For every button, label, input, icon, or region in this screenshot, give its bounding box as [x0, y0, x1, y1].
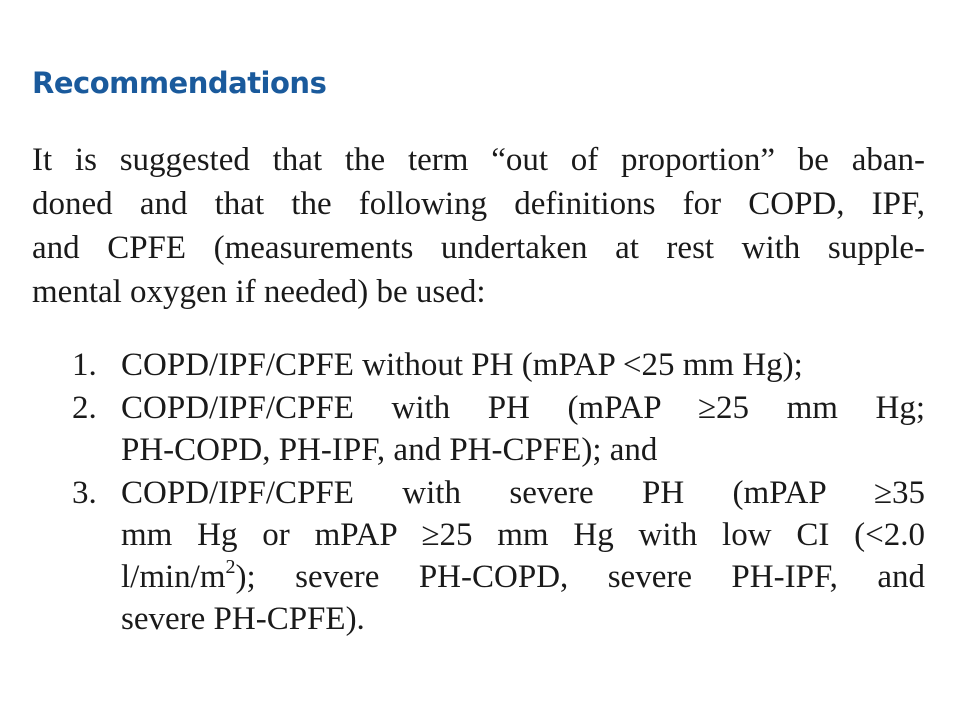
- item-number: 3.: [72, 475, 97, 511]
- item-number: 2.: [72, 390, 97, 426]
- item-line: COPD/IPF/CPFE with PH (mPAP ≥25 mm Hg;: [121, 390, 925, 426]
- recommendation-list: [72, 344, 925, 641]
- list-item: [72, 344, 925, 386]
- paragraph-line: mental oxygen if needed) be used:: [32, 274, 486, 310]
- item-text: ); severe PH-COPD, severe PH-IPF, and: [235, 559, 925, 595]
- item-line: COPD/IPF/CPFE without PH (mPAP <25 mm Hg);: [121, 347, 803, 383]
- section-heading: Recommendations: [32, 66, 327, 100]
- item-line-with-superscript: [121, 556, 925, 598]
- item-line: severe PH-CPFE).: [121, 601, 365, 637]
- paragraph-line: doned and that the following definitions for COPD, IPF,: [32, 186, 925, 222]
- intro-paragraph: [32, 138, 925, 314]
- item-line: mm Hg or mPAP ≥25 mm Hg with low CI (<2.0: [121, 517, 925, 553]
- superscript: 2: [225, 556, 236, 578]
- item-text: l/min/m: [121, 559, 226, 595]
- paragraph-line: and CPFE (measurements undertaken at rest with supple-: [32, 230, 925, 266]
- item-line: PH-COPD, PH-IPF, and PH-CPFE); and: [121, 432, 658, 468]
- paragraph-line: It is suggested that the term “out of proportion” be aban-: [32, 142, 925, 178]
- list-item: [72, 472, 925, 640]
- list-item: [72, 387, 925, 471]
- item-line: COPD/IPF/CPFE with severe PH (mPAP ≥35: [121, 475, 925, 511]
- item-number: 1.: [72, 347, 97, 383]
